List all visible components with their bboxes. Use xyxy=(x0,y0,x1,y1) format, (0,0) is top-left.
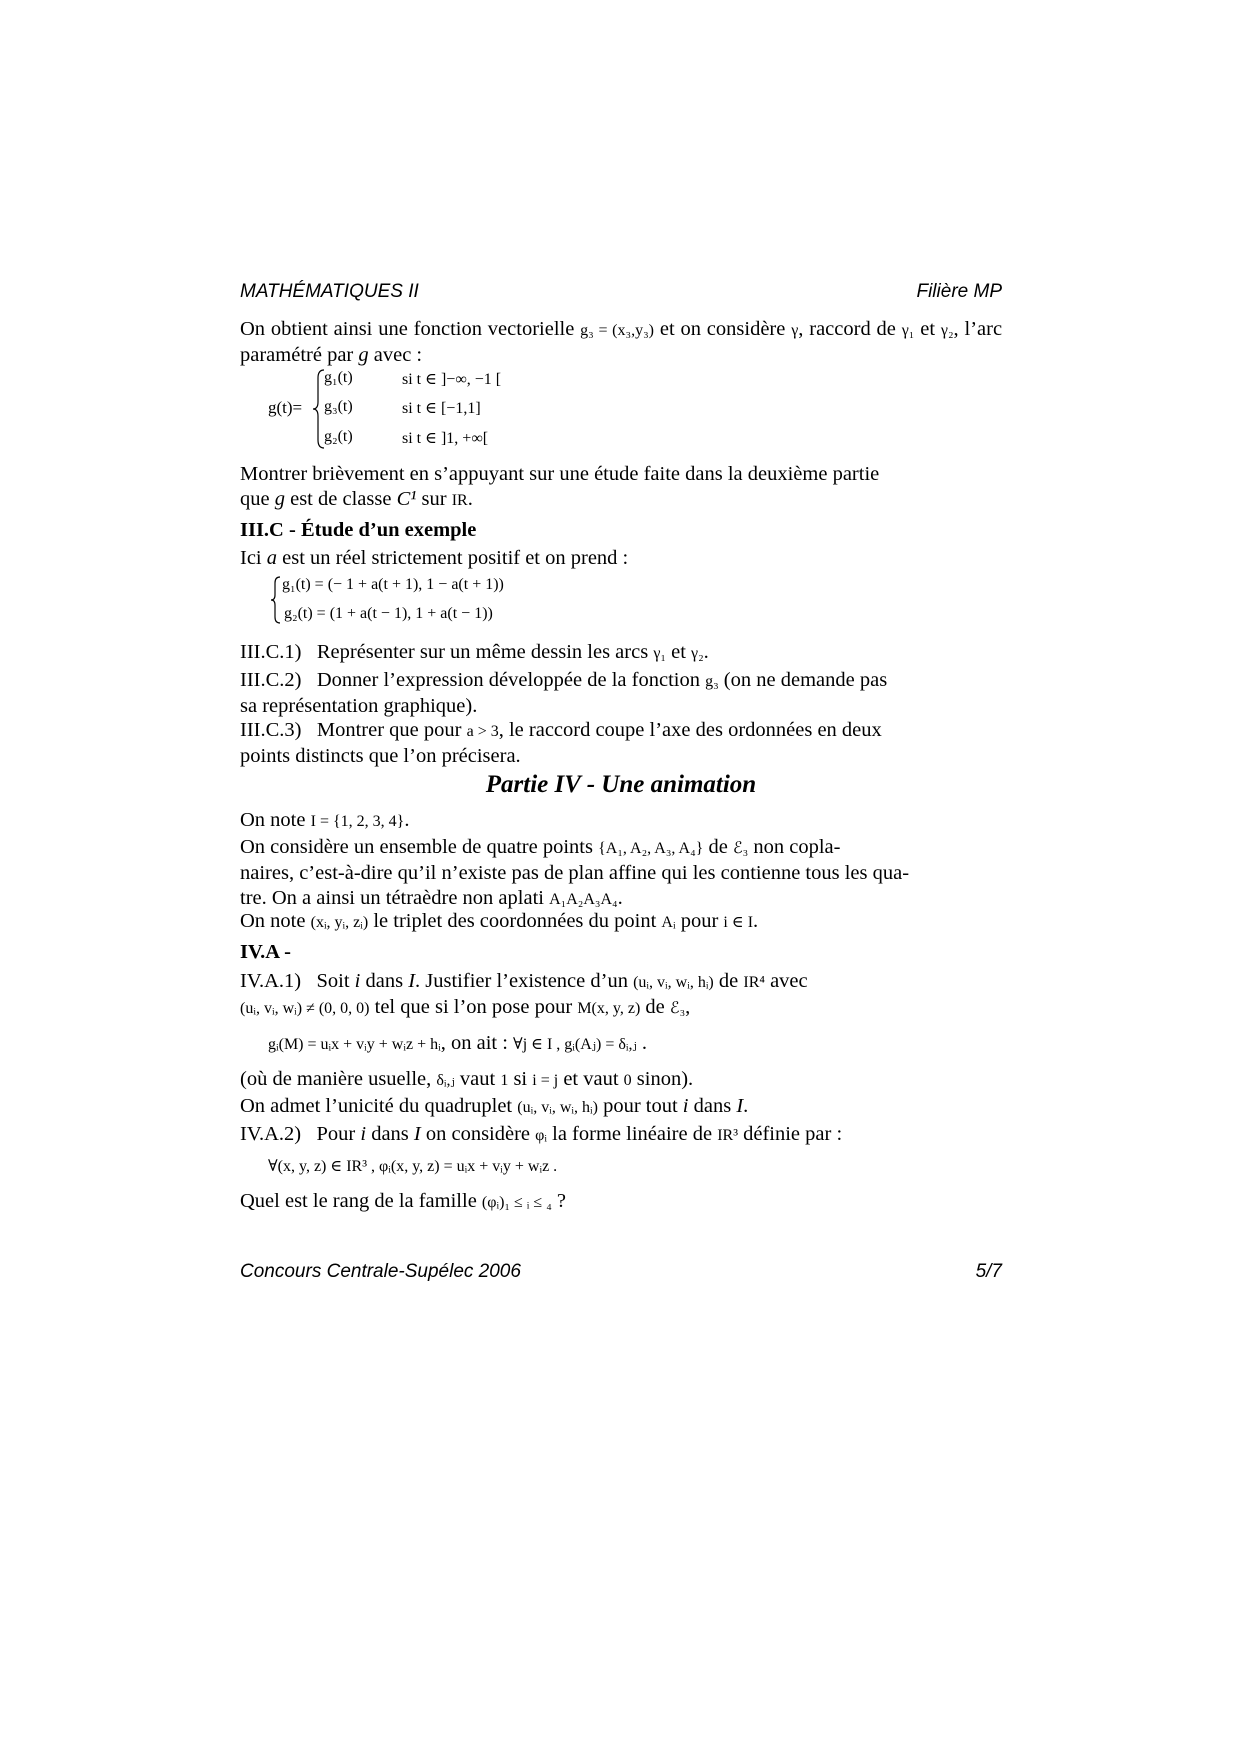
section-title-iva: IV.A - xyxy=(240,941,291,963)
paragraph-ici-a: Ici a est un réel strictement positif et on prend : xyxy=(240,547,629,569)
paragraph-set-i: On note I = {1, 2, 3, 4}. xyxy=(240,809,410,831)
question-iiic3: III.C.3) Montrer que pour a > 3, le raccord coupe l’axe des ordonnées en deux points distincts que l’on précisera. xyxy=(240,719,882,767)
exam-page: MATHÉMATIQUES II Filière MP On obtient ainsi une fonction vectorielle g₃ = (x₃,y₃) et on considère γ, raccord de γ₁ et γ₂, l’arc paramétré par g avec : g(t)= g₁(t) si t ∈ ]−∞, −1 [ g₃(t) si t ∈ [−1,1] g₂(t) si t ∈ ]1, +∞[ Montrer brièvement en s’appuyant sur une étude faite dans la deuxième partie que g est de classe C¹ sur IR. III.C - Étude d’un exemple Ici a est un réel strictement positif et on prend : g₁(t) = (− 1 + a(t + 1), 1 − a(t + 1)) g₂(t) = (1 + a(t − 1), 1 + a(t − 1)) III.C.1) Représenter sur un même dessin les arcs γ₁ et γ₂. III.C.2) Donner l’expression développée de la fonction g₃ (on ne demande pas sa représentation graphique). III.C.3) Montrer que pour a > 3, le raccord coupe l’axe des ordonnées en deux points distincts que l’on précisera. Partie IV - Une animation On note I = {1, 2, 3, 4}. On considère un ensemble de quatre points {A₁, A₂, A₃, A₄} de ℰ₃ non copla- naires, c’est-à-dire qu’il n’existe pas de plan affine qui les contienne tous les qua- tre. On a ainsi un tétraèdre non aplati A₁A₂A₃A₄. On note (xᵢ, yᵢ, zᵢ) le triplet des coordonnées du point Aᵢ pour i ∈ I. IV.A - IV.A.1) Soit i dans I. Justifier l’existence d’un (uᵢ, vᵢ, wᵢ, hᵢ) de IR⁴ avec (uᵢ, vᵢ, wᵢ) ≠ (0, 0, 0) tel que si l’on pose pour M(x, y, z) de ℰ₃, gᵢ(M) = uᵢx + vᵢy + wᵢz + hᵢ, on ait : ∀j ∈ I , gᵢ(Aⱼ) = δᵢ,ⱼ . (où de manière usuelle, δᵢ,ⱼ vaut 1 si i = j et vaut 0 sinon). On admet l’unicité du quadruplet (uᵢ, vᵢ, wᵢ, hᵢ) pour tout i dans I. IV.A.2) Pour i dans I on considère φᵢ la forme linéaire de IR³ définie par : ∀(x, y, z) ∈ IR³ , φᵢ(x, y, z) = uᵢx + vᵢy + wᵢz . Quel est le rang de la famille (φᵢ)₁ ≤ ᵢ ≤ ₄ ? Concours Centrale-Supélec 2006 5/7 xyxy=(240,281,1003,1282)
page-number: 5/7 xyxy=(975,1261,1002,1282)
question-rang: Quel est le rang de la famille (φᵢ)₁ ≤ ᵢ ≤ ₄ ? xyxy=(240,1190,566,1212)
part-iv-title: Partie IV - Une animation xyxy=(485,771,757,798)
formula-phi: ∀(x, y, z) ∈ IR³ , φᵢ(x, y, z) = uᵢx + vᵢy + wᵢz . xyxy=(268,1158,558,1175)
paragraph-raccord: On obtient ainsi une fonction vectorielle g₃ = (x₃,y₃) et on considère γ, raccord de γ₁ et γ₂, l’arc paramétré par g avec : xyxy=(240,318,1003,366)
question-iva1: IV.A.1) Soit i dans I. Justifier l’existence d’un (uᵢ, vᵢ, wᵢ, hᵢ) de IR⁴ avec (uᵢ, vᵢ, wᵢ) ≠ (0, 0, 0) tel que si l’on pose pour M(x, y, z) de ℰ₃, xyxy=(240,970,808,1018)
g3-definition: g₃ = (x₃,y₃) xyxy=(580,322,654,339)
paragraph-tetraedre: On considère un ensemble de quatre points {A₁, A₂, A₃, A₄} de ℰ₃ non copla- naires, c’est-à-dire qu’il n’existe pas de plan affine qui les contienne tous les qua- tre. On a ainsi un tétraèdre non aplati A₁A₂A₃A₄. xyxy=(240,836,910,909)
paragraph-triplet: On note (xᵢ, yᵢ, zᵢ) le triplet des coordonnées du point Aᵢ pour i ∈ I. xyxy=(240,910,759,932)
formula-gi: gᵢ(M) = uᵢx + vᵢy + wᵢz + hᵢ, on ait : ∀j ∈ I , gᵢ(Aⱼ) = δᵢ,ⱼ . xyxy=(268,1032,648,1054)
section-title-iiic: III.C - Étude d’un exemple xyxy=(240,519,477,541)
paragraph-classe-c1: Montrer brièvement en s’appuyant sur une étude faite dans la deuxième partie que g est de classe C¹ sur IR. xyxy=(240,463,880,510)
question-iva2: IV.A.2) Pour i dans I on considère φᵢ la forme linéaire de IR³ définie par : xyxy=(240,1123,843,1145)
paragraph-kronecker: (où de manière usuelle, δᵢ,ⱼ vaut 1 si i = j et vaut 0 sinon). xyxy=(240,1068,694,1090)
header-subject: MATHÉMATIQUES II xyxy=(240,281,419,302)
question-iiic1: III.C.1) Représenter sur un même dessin les arcs γ₁ et γ₂. xyxy=(240,641,709,663)
footer-contest: Concours Centrale-Supélec 2006 xyxy=(240,1261,521,1282)
header-track: Filière MP xyxy=(916,281,1002,302)
left-brace-icon xyxy=(270,575,282,625)
paragraph-unicite: On admet l’unicité du quadruplet (uᵢ, vᵢ, wᵢ, hᵢ) pour tout i dans I. xyxy=(240,1095,749,1117)
question-iiic2: III.C.2) Donner l’expression développée de la fonction g₃ (on ne demande pas sa représentation graphique). xyxy=(240,669,888,717)
